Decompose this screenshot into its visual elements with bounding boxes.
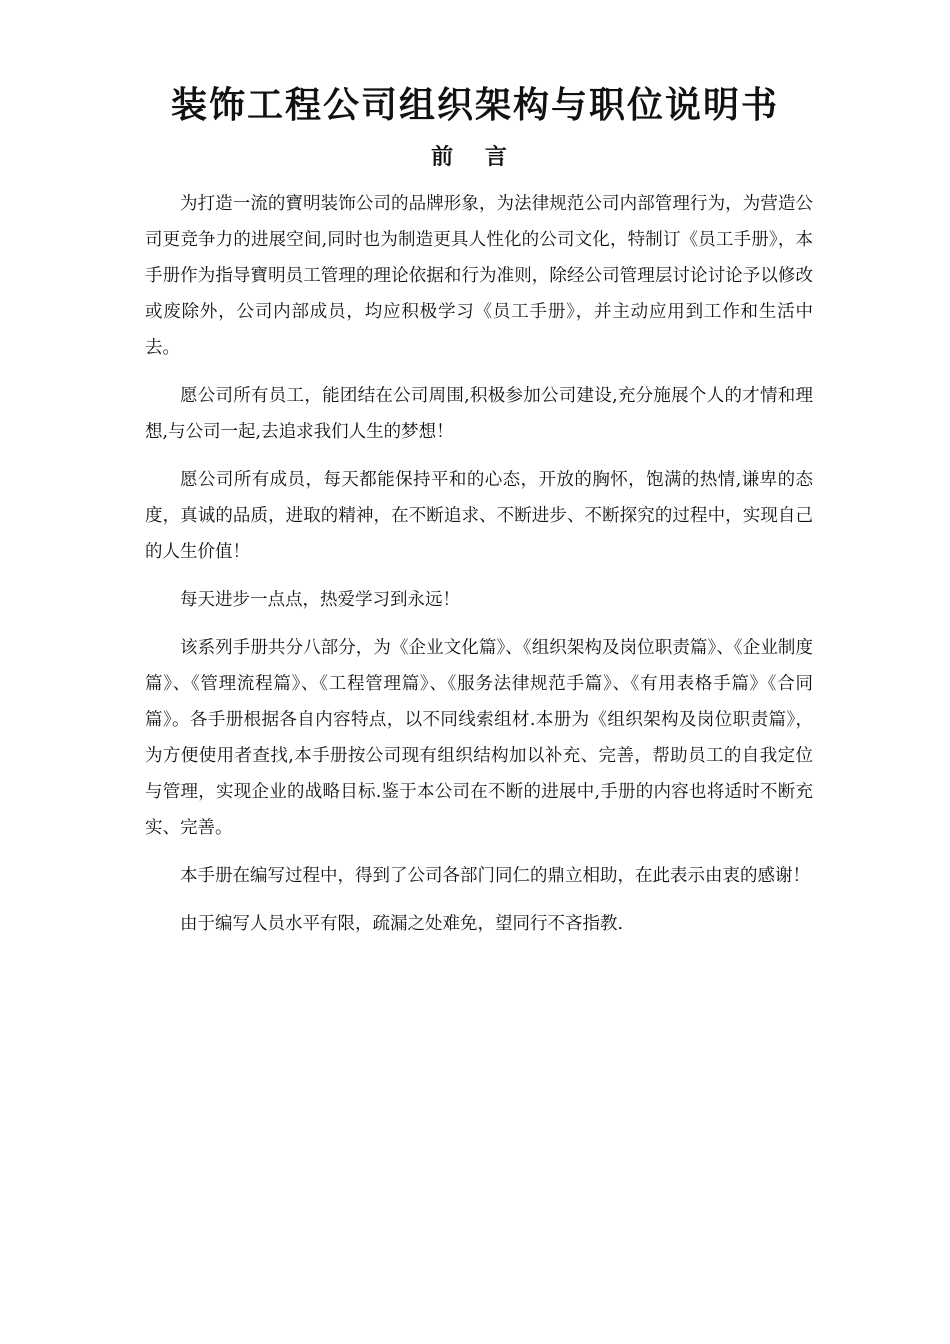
paragraph-intro: 为打造一流的寶明装饰公司的品牌形象，为法律规范公司内部管理行为，为营造公司更竞争力的进展空间,同时也为制造更具人性化的公司文化，特制订《员工手册》，本手册作为指导寶明员工管理的理论依据和行为准则，除经公司管理层讨论讨论予以修改或废除外，公司内部成员，均应积极学习《员工手册》，并主动应用到工作和生活中去。 xyxy=(145,194,813,358)
document-body xyxy=(145,186,813,954)
paragraph-disclaimer: 由于编写人员水平有限，疏漏之处难免，望同行不吝指教. xyxy=(180,914,624,934)
paragraph-wish-employees: 愿公司所有员工，能团结在公司周围,积极参加公司建设,充分施展个人的才情和理想,与公司一起,去追求我们人生的梦想！ xyxy=(145,386,813,442)
section-title: 前 言 xyxy=(431,144,519,170)
paragraph-motto: 每天进步一点点，热爱学习到永远！ xyxy=(180,590,460,610)
paragraph-thanks: 本手册在编写过程中，得到了公司各部门同仁的鼎立相助，在此表示由衷的感谢！ xyxy=(180,866,810,886)
paragraph-wish-members: 愿公司所有成员，每天都能保持平和的心态，开放的胸怀，饱满的热情,谦卑的态度，真诚的品质，进取的精神，在不断追求、不断进步、不断探究的过程中，实现自己的人生价值！ xyxy=(145,470,813,562)
paragraph-series-overview: 该系列手册共分八部分，为《企业文化篇》、《组织架构及岗位职责篇》、《企业制度篇》、《管理流程篇》、《工程管理篇》、《服务法律规范手篇》、《有用表格手篇》《合同篇》。各手册根据各自内容特点，以不同线索组材.本册为《组织架构及岗位职责篇》，为方便使用者查找,本手册按公司现有组织结构加以补充、完善，帮助员工的自我定位与管理，实现企业的战略目标.鉴于本公司在不断的进展中,手册的内容也将适时不断充实、完善。 xyxy=(145,638,813,838)
document-title: 装饰工程公司组织架构与职位说明书 xyxy=(170,84,779,126)
